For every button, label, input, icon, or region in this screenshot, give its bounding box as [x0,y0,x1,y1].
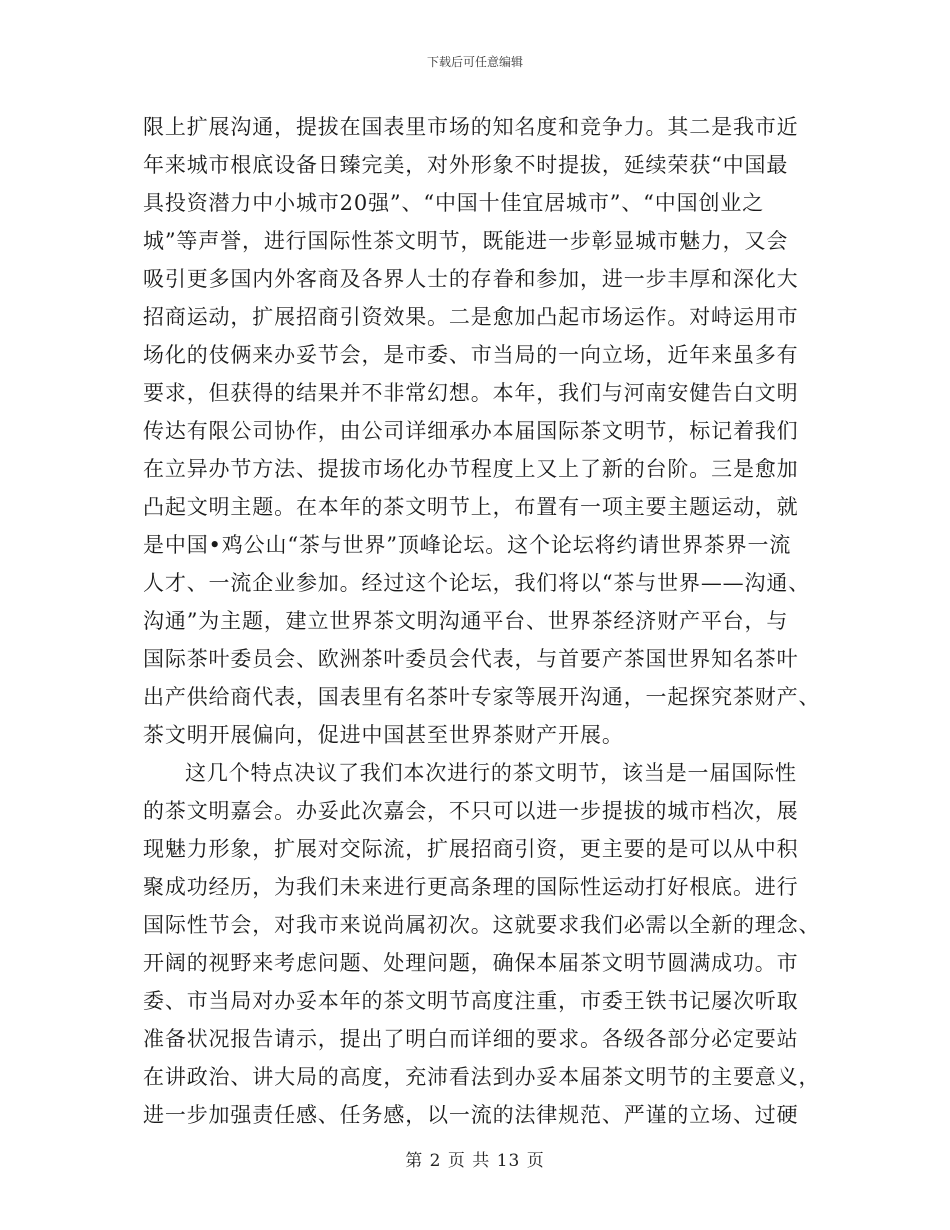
text-line: 城”等声誉，进行国际性茶文明节，既能进一步彰显城市魅力，又会 [143,229,789,253]
text-line: 在立异办节方法、提拔市场化办节程度上又上了新的台阶。三是愈加 [143,457,799,481]
text-line: 人才、一流企业参加。经过这个论坛，我们将以“茶与世界——沟通、 [143,571,811,595]
text-line: 具投资潜力中小城市20强”、“中国十佳宜居城市”、“中国创业之 [143,191,765,215]
text-line: 要求，但获得的结果并不非常幻想。本年，我们与河南安健告白文明 [143,381,799,405]
page-header-note: 下载后可任意编辑 [426,55,523,69]
text-line: 传达有限公司协作，由公司详细承办本届国际茶文明节，标记着我们 [143,419,799,443]
text-line: 沟通”为主题，建立世界茶文明沟通平台、世界茶经济财产平台，与 [143,609,789,633]
text-line: 年来城市根底设备日臻完美，对外形象不时提拔，延续荣获“中国最 [143,153,789,177]
text-line: 茶文明开展偏向，促进中国甚至世界茶财产开展。 [143,723,624,747]
text-line: 现魅力形象，扩展对交际流，扩展招商引资，更主要的是可以从中积 [143,837,799,861]
document-body [143,108,821,1134]
text-line: 这几个特点决议了我们本次进行的茶文明节，该当是一届国际性 [185,761,797,785]
text-line: 聚成功经历，为我们未来进行更高条理的国际性运动打好根底。进行 [143,875,799,899]
text-line: 进一步加强责任感、任务感，以一流的法律规范、严谨的立场、过硬 [143,1103,799,1127]
text-line: 出产供给商代表，国表里有名茶叶专家等展开沟通，一起探究茶财产、 [143,685,821,709]
text-line: 的茶文明嘉会。办妥此次嘉会，不只可以进一步提拔的城市档次，展 [143,799,799,823]
text-line: 限上扩展沟通，提拔在国表里市场的知名度和竞争力。其二是我市近 [143,115,799,139]
text-line: 招商运动，扩展招商引资效果。二是愈加凸起市场运作。对峙运用市 [143,305,799,329]
text-line: 凸起文明主题。在本年的茶文明节上，布置有一项主要主题运动，就 [143,495,799,519]
text-line: 国际性节会，对我市来说尚属初次。这就要求我们必需以全新的理念、 [143,913,821,937]
text-line: 国际茶叶委员会、欧洲茶叶委员会代表，与首要产茶国世界知名茶叶 [143,647,799,671]
text-line: 吸引更多国内外客商及各界人士的存眷和参加，进一步丰厚和深化大 [143,267,799,291]
paragraph-1 [143,108,821,754]
text-line: 开阔的视野来考虑问题、处理问题，确保本届茶文明节圆满成功。市 [143,951,799,975]
text-line: 是中国•鸡公山“茶与世界”顶峰论坛。这个论坛将约请世界茶界一流 [143,533,792,557]
paragraph-2 [143,754,821,1134]
text-line: 准备状况报告请示，提出了明白而详细的要求。各级各部分必定要站 [143,1027,799,1051]
page-number-footer: 第 2 页 共 13 页 [405,1151,545,1171]
text-line: 场化的伎俩来办妥节会，是市委、市当局的一向立场，近年来虽多有 [143,343,799,367]
text-line: 委、市当局对办妥本年的茶文明节高度注重，市委王铁书记屡次听取 [143,989,799,1013]
text-line: 在讲政治、讲大局的高度，充沛看法到办妥本届茶文明节的主要意义， [143,1065,821,1089]
